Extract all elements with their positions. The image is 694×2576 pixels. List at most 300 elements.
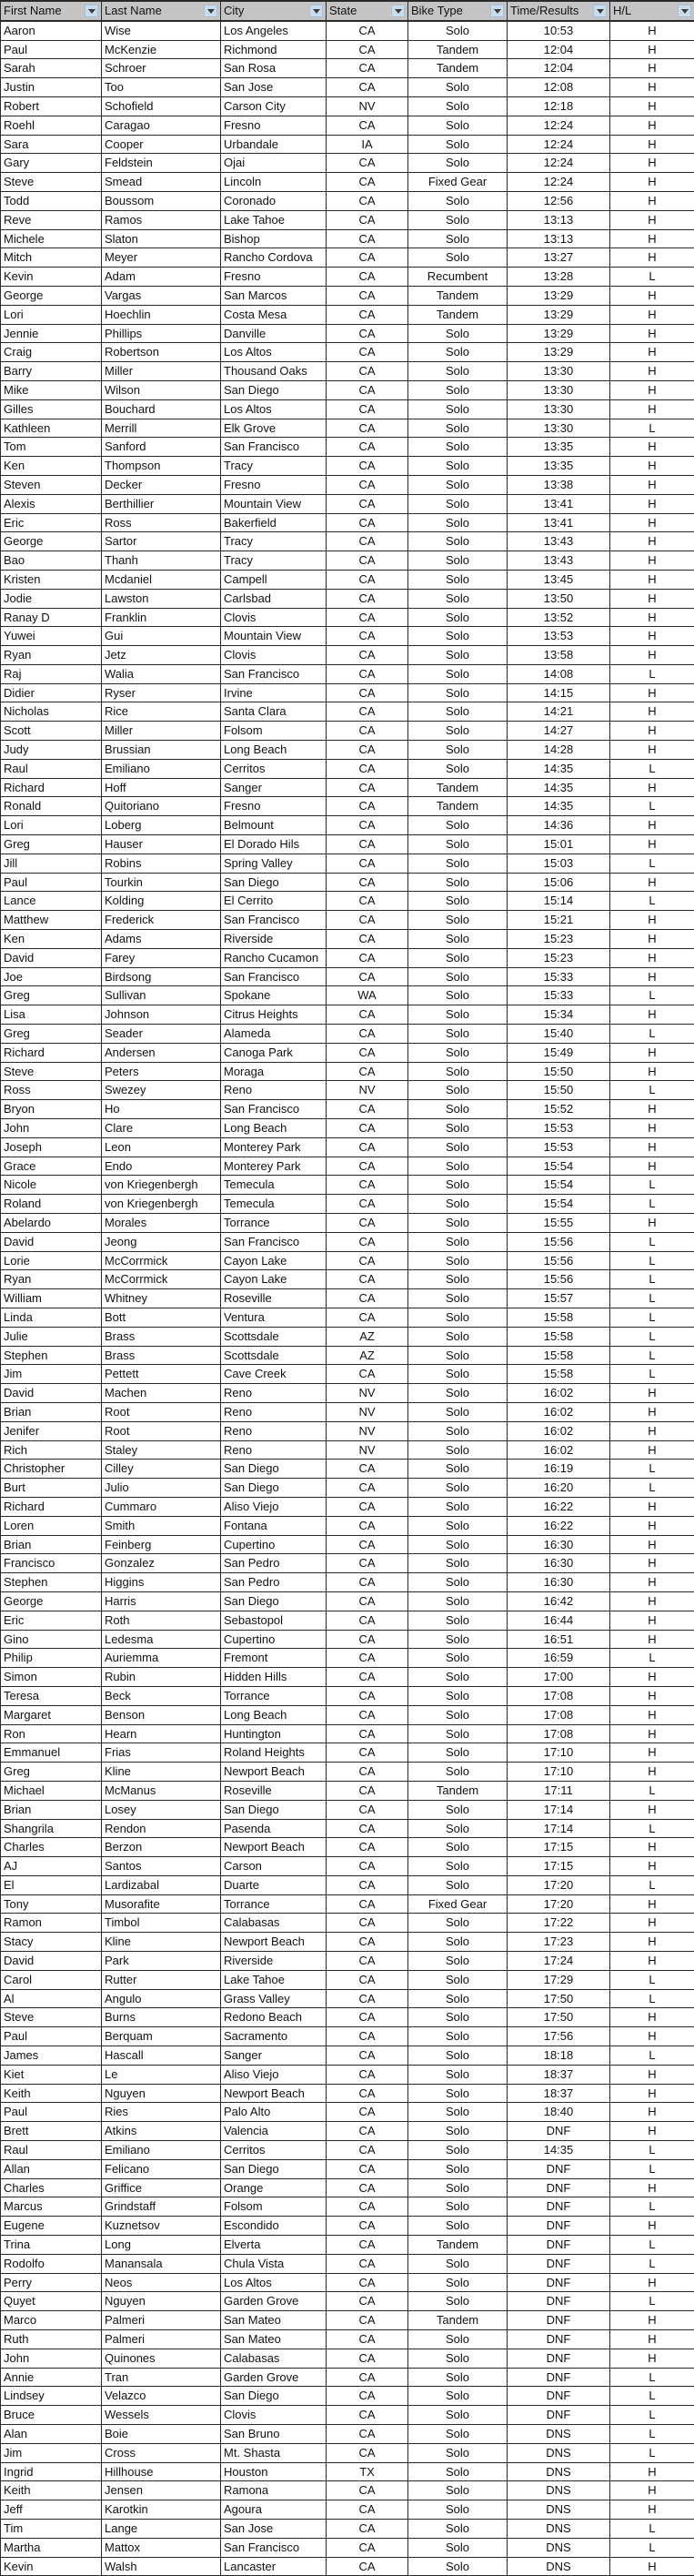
- h-l-cell[interactable]: H: [610, 1914, 694, 1933]
- state-cell[interactable]: CA: [327, 362, 408, 381]
- bike-type-cell[interactable]: Solo: [408, 873, 508, 892]
- city-cell[interactable]: Los Altos: [221, 399, 327, 419]
- last-name-cell[interactable]: Benson: [102, 1705, 221, 1724]
- bike-type-cell[interactable]: Solo: [408, 1535, 508, 1554]
- first-name-cell[interactable]: Bryon: [1, 1100, 102, 1119]
- state-cell[interactable]: CA: [327, 1875, 408, 1894]
- bike-type-cell[interactable]: Solo: [408, 1137, 508, 1157]
- time-result-cell[interactable]: 17:22: [508, 1914, 610, 1933]
- state-cell[interactable]: CA: [327, 210, 408, 229]
- bike-type-cell[interactable]: Solo: [408, 1705, 508, 1724]
- bike-type-cell[interactable]: Solo: [408, 1763, 508, 1782]
- state-cell[interactable]: CA: [327, 1819, 408, 1838]
- time-result-cell[interactable]: 13:50: [508, 589, 610, 608]
- first-name-cell[interactable]: Kevin: [1, 2557, 102, 2576]
- h-l-cell[interactable]: L: [610, 2425, 694, 2444]
- state-cell[interactable]: CA: [327, 2557, 408, 2576]
- h-l-cell[interactable]: H: [610, 1402, 694, 1421]
- h-l-cell[interactable]: L: [610, 1781, 694, 1800]
- last-name-cell[interactable]: Le: [102, 2065, 221, 2084]
- time-result-cell[interactable]: DNS: [508, 2481, 610, 2500]
- h-l-cell[interactable]: H: [610, 2103, 694, 2122]
- time-result-cell[interactable]: 13:52: [508, 608, 610, 627]
- time-result-cell[interactable]: 14:36: [508, 816, 610, 835]
- state-cell[interactable]: CA: [327, 2538, 408, 2557]
- bike-type-cell[interactable]: Solo: [408, 248, 508, 268]
- bike-type-cell[interactable]: Solo: [408, 2027, 508, 2046]
- last-name-cell[interactable]: Vargas: [102, 286, 221, 305]
- last-name-cell[interactable]: Robertson: [102, 343, 221, 362]
- first-name-cell[interactable]: Eric: [1, 513, 102, 532]
- first-name-cell[interactable]: Greg: [1, 835, 102, 854]
- state-cell[interactable]: CA: [327, 1005, 408, 1025]
- last-name-cell[interactable]: Phillips: [102, 324, 221, 343]
- bike-type-cell[interactable]: Solo: [408, 1857, 508, 1876]
- city-cell[interactable]: Sacramento: [221, 2027, 327, 2046]
- last-name-cell[interactable]: Lardizabal: [102, 1875, 221, 1894]
- last-name-cell[interactable]: Long: [102, 2236, 221, 2255]
- last-name-cell[interactable]: Higgins: [102, 1573, 221, 1592]
- first-name-cell[interactable]: Steve: [1, 173, 102, 192]
- h-l-cell[interactable]: H: [610, 40, 694, 59]
- bike-type-cell[interactable]: Solo: [408, 1989, 508, 2008]
- city-cell[interactable]: Sanger: [221, 2046, 327, 2066]
- h-l-cell[interactable]: L: [610, 1819, 694, 1838]
- state-cell[interactable]: CA: [327, 797, 408, 816]
- last-name-cell[interactable]: Santos: [102, 1857, 221, 1876]
- last-name-cell[interactable]: Smead: [102, 173, 221, 192]
- city-cell[interactable]: Tracy: [221, 551, 327, 571]
- state-cell[interactable]: CA: [327, 343, 408, 362]
- city-cell[interactable]: El Cerrito: [221, 892, 327, 911]
- h-l-cell[interactable]: H: [610, 2084, 694, 2103]
- first-name-cell[interactable]: Ken: [1, 457, 102, 476]
- bike-type-cell[interactable]: Solo: [408, 2538, 508, 2557]
- h-l-cell[interactable]: L: [610, 1232, 694, 1251]
- bike-type-cell[interactable]: Solo: [408, 741, 508, 760]
- state-cell[interactable]: CA: [327, 627, 408, 646]
- time-result-cell[interactable]: 12:08: [508, 78, 610, 97]
- first-name-cell[interactable]: Raul: [1, 2141, 102, 2160]
- city-cell[interactable]: Long Beach: [221, 1119, 327, 1138]
- last-name-cell[interactable]: Palmeri: [102, 2311, 221, 2330]
- city-cell[interactable]: San Rosa: [221, 59, 327, 78]
- city-cell[interactable]: Santa Clara: [221, 702, 327, 722]
- last-name-cell[interactable]: McCorrmick: [102, 1251, 221, 1270]
- last-name-cell[interactable]: Jeong: [102, 1232, 221, 1251]
- first-name-cell[interactable]: Raj: [1, 664, 102, 683]
- first-name-cell[interactable]: David: [1, 948, 102, 967]
- last-name-cell[interactable]: Emiliano: [102, 759, 221, 778]
- h-l-cell[interactable]: L: [610, 2406, 694, 2425]
- city-cell[interactable]: San Marcos: [221, 286, 327, 305]
- city-cell[interactable]: Temecula: [221, 1176, 327, 1195]
- city-cell[interactable]: Agoura: [221, 2500, 327, 2520]
- first-name-cell[interactable]: Mike: [1, 380, 102, 399]
- h-l-cell[interactable]: H: [610, 1857, 694, 1876]
- bike-type-cell[interactable]: Solo: [408, 986, 508, 1005]
- time-result-cell[interactable]: 17:10: [508, 1763, 610, 1782]
- time-result-cell[interactable]: DNF: [508, 2368, 610, 2387]
- h-l-cell[interactable]: H: [610, 1214, 694, 1233]
- state-cell[interactable]: CA: [327, 2084, 408, 2103]
- bike-type-cell[interactable]: Solo: [408, 1195, 508, 1214]
- city-cell[interactable]: Scottsdale: [221, 1346, 327, 1365]
- time-result-cell[interactable]: 13:30: [508, 399, 610, 419]
- last-name-cell[interactable]: Walia: [102, 664, 221, 683]
- time-result-cell[interactable]: 15:01: [508, 835, 610, 854]
- first-name-cell[interactable]: Steven: [1, 475, 102, 494]
- city-cell[interactable]: San Francisco: [221, 967, 327, 986]
- time-result-cell[interactable]: 13:43: [508, 551, 610, 571]
- state-cell[interactable]: CA: [327, 1119, 408, 1138]
- h-l-cell[interactable]: H: [610, 702, 694, 722]
- h-l-cell[interactable]: H: [610, 475, 694, 494]
- city-cell[interactable]: Palo Alto: [221, 2103, 327, 2122]
- city-cell[interactable]: Elk Grove: [221, 419, 327, 438]
- h-l-cell[interactable]: H: [610, 438, 694, 457]
- state-cell[interactable]: CA: [327, 380, 408, 399]
- first-name-cell[interactable]: George: [1, 286, 102, 305]
- first-name-cell[interactable]: Paul: [1, 873, 102, 892]
- first-name-cell[interactable]: James: [1, 2046, 102, 2066]
- bike-type-cell[interactable]: Tandem: [408, 2311, 508, 2330]
- bike-type-cell[interactable]: Solo: [408, 324, 508, 343]
- first-name-cell[interactable]: Richard: [1, 1497, 102, 1516]
- time-result-cell[interactable]: DNF: [508, 2236, 610, 2255]
- city-cell[interactable]: San Mateo: [221, 2330, 327, 2349]
- last-name-cell[interactable]: Whitney: [102, 1289, 221, 1308]
- state-cell[interactable]: CA: [327, 154, 408, 173]
- city-cell[interactable]: Valencia: [221, 2122, 327, 2141]
- last-name-cell[interactable]: Hoechlin: [102, 305, 221, 324]
- time-result-cell[interactable]: 12:24: [508, 173, 610, 192]
- time-result-cell[interactable]: 15:50: [508, 1062, 610, 1081]
- h-l-cell[interactable]: H: [610, 532, 694, 551]
- city-cell[interactable]: Rancho Cucamon: [221, 948, 327, 967]
- city-cell[interactable]: Clovis: [221, 2406, 327, 2425]
- time-result-cell[interactable]: 15:23: [508, 930, 610, 949]
- city-cell[interactable]: Torrance: [221, 1894, 327, 1914]
- bike-type-cell[interactable]: Solo: [408, 191, 508, 210]
- h-l-cell[interactable]: H: [610, 948, 694, 967]
- state-cell[interactable]: CA: [327, 513, 408, 532]
- first-name-cell[interactable]: Eric: [1, 1611, 102, 1630]
- time-result-cell[interactable]: 17:14: [508, 1819, 610, 1838]
- last-name-cell[interactable]: Cilley: [102, 1460, 221, 1479]
- last-name-cell[interactable]: Neos: [102, 2273, 221, 2292]
- first-name-cell[interactable]: Al: [1, 1989, 102, 2008]
- h-l-cell[interactable]: H: [610, 210, 694, 229]
- state-cell[interactable]: CA: [327, 2103, 408, 2122]
- time-result-cell[interactable]: 14:27: [508, 722, 610, 741]
- last-name-cell[interactable]: Kline: [102, 1763, 221, 1782]
- time-result-cell[interactable]: DNS: [508, 2443, 610, 2462]
- bike-type-cell[interactable]: Solo: [408, 2178, 508, 2197]
- state-cell[interactable]: CA: [327, 268, 408, 287]
- state-cell[interactable]: NV: [327, 1402, 408, 1421]
- h-l-cell[interactable]: H: [610, 248, 694, 268]
- h-l-cell[interactable]: H: [610, 835, 694, 854]
- time-result-cell[interactable]: 15:14: [508, 892, 610, 911]
- h-l-cell[interactable]: L: [610, 2046, 694, 2066]
- city-cell[interactable]: Carson: [221, 1857, 327, 1876]
- h-l-cell[interactable]: H: [610, 2557, 694, 2576]
- first-name-cell[interactable]: Ingrid: [1, 2462, 102, 2481]
- first-name-cell[interactable]: Margaret: [1, 1705, 102, 1724]
- bike-type-cell[interactable]: Solo: [408, 892, 508, 911]
- last-name-cell[interactable]: Leon: [102, 1137, 221, 1157]
- bike-type-cell[interactable]: Solo: [408, 1668, 508, 1687]
- bike-type-cell[interactable]: Solo: [408, 967, 508, 986]
- last-name-cell[interactable]: Timbol: [102, 1914, 221, 1933]
- time-result-cell[interactable]: 12:56: [508, 191, 610, 210]
- city-cell[interactable]: Roland Heights: [221, 1743, 327, 1763]
- h-l-cell[interactable]: H: [610, 1705, 694, 1724]
- city-cell[interactable]: San Mateo: [221, 2311, 327, 2330]
- bike-type-cell[interactable]: Solo: [408, 1214, 508, 1233]
- last-name-cell[interactable]: Ramos: [102, 210, 221, 229]
- first-name-cell[interactable]: Alan: [1, 2425, 102, 2444]
- time-result-cell[interactable]: DNF: [508, 2178, 610, 2197]
- city-cell[interactable]: San Diego: [221, 1460, 327, 1479]
- h-l-cell[interactable]: H: [610, 2217, 694, 2236]
- first-name-cell[interactable]: Kiet: [1, 2065, 102, 2084]
- bike-type-cell[interactable]: Solo: [408, 1289, 508, 1308]
- bike-type-cell[interactable]: Solo: [408, 2254, 508, 2273]
- first-name-cell[interactable]: Reve: [1, 210, 102, 229]
- filter-dropdown-button[interactable]: [678, 5, 691, 17]
- state-cell[interactable]: CA: [327, 1100, 408, 1119]
- h-l-cell[interactable]: H: [610, 2008, 694, 2027]
- city-cell[interactable]: Danville: [221, 324, 327, 343]
- city-cell[interactable]: Folsom: [221, 2197, 327, 2217]
- first-name-cell[interactable]: Steve: [1, 2008, 102, 2027]
- state-cell[interactable]: CA: [327, 457, 408, 476]
- state-cell[interactable]: CA: [327, 2330, 408, 2349]
- bike-type-cell[interactable]: Solo: [408, 399, 508, 419]
- bike-type-cell[interactable]: Solo: [408, 475, 508, 494]
- h-l-cell[interactable]: L: [610, 1308, 694, 1327]
- time-result-cell[interactable]: 17:08: [508, 1686, 610, 1705]
- city-cell[interactable]: Los Altos: [221, 2273, 327, 2292]
- bike-type-cell[interactable]: Recumbent: [408, 268, 508, 287]
- city-cell[interactable]: Los Angeles: [221, 21, 327, 40]
- h-l-cell[interactable]: L: [610, 2538, 694, 2557]
- city-cell[interactable]: Cerritos: [221, 759, 327, 778]
- h-l-cell[interactable]: H: [610, 2122, 694, 2141]
- first-name-cell[interactable]: Ronald: [1, 797, 102, 816]
- city-cell[interactable]: San Diego: [221, 380, 327, 399]
- state-cell[interactable]: CA: [327, 438, 408, 457]
- time-result-cell[interactable]: DNF: [508, 2349, 610, 2368]
- bike-type-cell[interactable]: Solo: [408, 2065, 508, 2084]
- city-cell[interactable]: Roseville: [221, 1781, 327, 1800]
- first-name-cell[interactable]: Ruth: [1, 2330, 102, 2349]
- state-cell[interactable]: CA: [327, 741, 408, 760]
- city-cell[interactable]: Ventura: [221, 1308, 327, 1327]
- city-cell[interactable]: Los Altos: [221, 343, 327, 362]
- h-l-cell[interactable]: H: [610, 608, 694, 627]
- bike-type-cell[interactable]: Solo: [408, 21, 508, 40]
- last-name-cell[interactable]: Wessels: [102, 2406, 221, 2425]
- last-name-cell[interactable]: Schofield: [102, 96, 221, 116]
- column-header-first-name[interactable]: [1, 1, 102, 21]
- time-result-cell[interactable]: 13:35: [508, 438, 610, 457]
- bike-type-cell[interactable]: Solo: [408, 2500, 508, 2520]
- bike-type-cell[interactable]: Solo: [408, 2122, 508, 2141]
- city-cell[interactable]: Riverside: [221, 1952, 327, 1971]
- h-l-cell[interactable]: H: [610, 1554, 694, 1573]
- h-l-cell[interactable]: H: [610, 2462, 694, 2481]
- h-l-cell[interactable]: H: [610, 551, 694, 571]
- column-header-city[interactable]: [221, 1, 327, 21]
- h-l-cell[interactable]: H: [610, 1933, 694, 1952]
- time-result-cell[interactable]: 14:08: [508, 664, 610, 683]
- city-cell[interactable]: Campell: [221, 570, 327, 589]
- time-result-cell[interactable]: 13:53: [508, 627, 610, 646]
- last-name-cell[interactable]: McKenzie: [102, 40, 221, 59]
- time-result-cell[interactable]: 16:22: [508, 1497, 610, 1516]
- state-cell[interactable]: CA: [327, 948, 408, 967]
- state-cell[interactable]: CA: [327, 702, 408, 722]
- state-cell[interactable]: CA: [327, 2008, 408, 2027]
- time-result-cell[interactable]: 15:33: [508, 967, 610, 986]
- last-name-cell[interactable]: Kuznetsov: [102, 2217, 221, 2236]
- h-l-cell[interactable]: H: [610, 305, 694, 324]
- city-cell[interactable]: Urbandale: [221, 135, 327, 154]
- bike-type-cell[interactable]: Solo: [408, 1875, 508, 1894]
- first-name-cell[interactable]: Joe: [1, 967, 102, 986]
- last-name-cell[interactable]: Endo: [102, 1157, 221, 1176]
- bike-type-cell[interactable]: Solo: [408, 1686, 508, 1705]
- last-name-cell[interactable]: Quitoriano: [102, 797, 221, 816]
- last-name-cell[interactable]: Ho: [102, 1100, 221, 1119]
- city-cell[interactable]: Fremont: [221, 1649, 327, 1668]
- last-name-cell[interactable]: Musorafite: [102, 1894, 221, 1914]
- h-l-cell[interactable]: H: [610, 59, 694, 78]
- time-result-cell[interactable]: 13:30: [508, 380, 610, 399]
- city-cell[interactable]: Rancho Cordova: [221, 248, 327, 268]
- state-cell[interactable]: CA: [327, 722, 408, 741]
- state-cell[interactable]: CA: [327, 475, 408, 494]
- state-cell[interactable]: CA: [327, 2197, 408, 2217]
- state-cell[interactable]: CA: [327, 1554, 408, 1573]
- time-result-cell[interactable]: DNF: [508, 2406, 610, 2425]
- city-cell[interactable]: Pasenda: [221, 1819, 327, 1838]
- bike-type-cell[interactable]: Solo: [408, 1327, 508, 1346]
- city-cell[interactable]: El Dorado Hils: [221, 835, 327, 854]
- first-name-cell[interactable]: Yuwei: [1, 627, 102, 646]
- first-name-cell[interactable]: Carol: [1, 1970, 102, 1989]
- last-name-cell[interactable]: Thompson: [102, 457, 221, 476]
- h-l-cell[interactable]: H: [610, 343, 694, 362]
- time-result-cell[interactable]: 14:28: [508, 741, 610, 760]
- last-name-cell[interactable]: Rubin: [102, 1668, 221, 1687]
- last-name-cell[interactable]: Bouchard: [102, 399, 221, 419]
- time-result-cell[interactable]: 15:57: [508, 1289, 610, 1308]
- time-result-cell[interactable]: 13:29: [508, 324, 610, 343]
- last-name-cell[interactable]: Loberg: [102, 816, 221, 835]
- bike-type-cell[interactable]: Solo: [408, 627, 508, 646]
- h-l-cell[interactable]: H: [610, 1952, 694, 1971]
- h-l-cell[interactable]: H: [610, 967, 694, 986]
- h-l-cell[interactable]: H: [610, 380, 694, 399]
- state-cell[interactable]: CA: [327, 2236, 408, 2255]
- state-cell[interactable]: CA: [327, 1232, 408, 1251]
- time-result-cell[interactable]: 17:10: [508, 1743, 610, 1763]
- last-name-cell[interactable]: Decker: [102, 475, 221, 494]
- state-cell[interactable]: CA: [327, 816, 408, 835]
- bike-type-cell[interactable]: Solo: [408, 702, 508, 722]
- h-l-cell[interactable]: H: [610, 2065, 694, 2084]
- bike-type-cell[interactable]: Solo: [408, 2349, 508, 2368]
- first-name-cell[interactable]: Philip: [1, 1649, 102, 1668]
- state-cell[interactable]: CA: [327, 2217, 408, 2236]
- filter-dropdown-button[interactable]: [391, 5, 405, 17]
- state-cell[interactable]: CA: [327, 2046, 408, 2066]
- city-cell[interactable]: Alameda: [221, 1025, 327, 1044]
- last-name-cell[interactable]: Hearn: [102, 1724, 221, 1743]
- time-result-cell[interactable]: 16:20: [508, 1479, 610, 1498]
- last-name-cell[interactable]: Felicano: [102, 2159, 221, 2178]
- state-cell[interactable]: CA: [327, 1251, 408, 1270]
- time-result-cell[interactable]: 12:04: [508, 59, 610, 78]
- first-name-cell[interactable]: Jennie: [1, 324, 102, 343]
- bike-type-cell[interactable]: Solo: [408, 1232, 508, 1251]
- state-cell[interactable]: CA: [327, 854, 408, 873]
- last-name-cell[interactable]: Hascall: [102, 2046, 221, 2066]
- city-cell[interactable]: Redono Beach: [221, 2008, 327, 2027]
- state-cell[interactable]: CA: [327, 589, 408, 608]
- city-cell[interactable]: Bishop: [221, 229, 327, 248]
- time-result-cell[interactable]: 13:29: [508, 286, 610, 305]
- bike-type-cell[interactable]: Solo: [408, 1100, 508, 1119]
- city-cell[interactable]: Huntington: [221, 1724, 327, 1743]
- first-name-cell[interactable]: Tim: [1, 2519, 102, 2538]
- time-result-cell[interactable]: 12:24: [508, 135, 610, 154]
- bike-type-cell[interactable]: Solo: [408, 2481, 508, 2500]
- last-name-cell[interactable]: Morales: [102, 1214, 221, 1233]
- h-l-cell[interactable]: H: [610, 1157, 694, 1176]
- first-name-cell[interactable]: Michele: [1, 229, 102, 248]
- time-result-cell[interactable]: 16:51: [508, 1630, 610, 1649]
- h-l-cell[interactable]: H: [610, 722, 694, 741]
- time-result-cell[interactable]: 15:52: [508, 1100, 610, 1119]
- city-cell[interactable]: Spokane: [221, 986, 327, 1005]
- first-name-cell[interactable]: Shangrila: [1, 1819, 102, 1838]
- h-l-cell[interactable]: H: [610, 2027, 694, 2046]
- state-cell[interactable]: CA: [327, 40, 408, 59]
- state-cell[interactable]: WA: [327, 986, 408, 1005]
- h-l-cell[interactable]: L: [610, 892, 694, 911]
- state-cell[interactable]: CA: [327, 1857, 408, 1876]
- state-cell[interactable]: CA: [327, 1989, 408, 2008]
- state-cell[interactable]: CA: [327, 551, 408, 571]
- time-result-cell[interactable]: 18:37: [508, 2065, 610, 2084]
- h-l-cell[interactable]: H: [610, 1516, 694, 1535]
- first-name-cell[interactable]: Charles: [1, 1838, 102, 1857]
- city-cell[interactable]: Elverta: [221, 2236, 327, 2255]
- first-name-cell[interactable]: Grace: [1, 1157, 102, 1176]
- last-name-cell[interactable]: Feinberg: [102, 1535, 221, 1554]
- state-cell[interactable]: CA: [327, 1611, 408, 1630]
- time-result-cell[interactable]: 17:56: [508, 2027, 610, 2046]
- first-name-cell[interactable]: Justin: [1, 78, 102, 97]
- first-name-cell[interactable]: John: [1, 1119, 102, 1138]
- h-l-cell[interactable]: L: [610, 854, 694, 873]
- time-result-cell[interactable]: 17:14: [508, 1800, 610, 1819]
